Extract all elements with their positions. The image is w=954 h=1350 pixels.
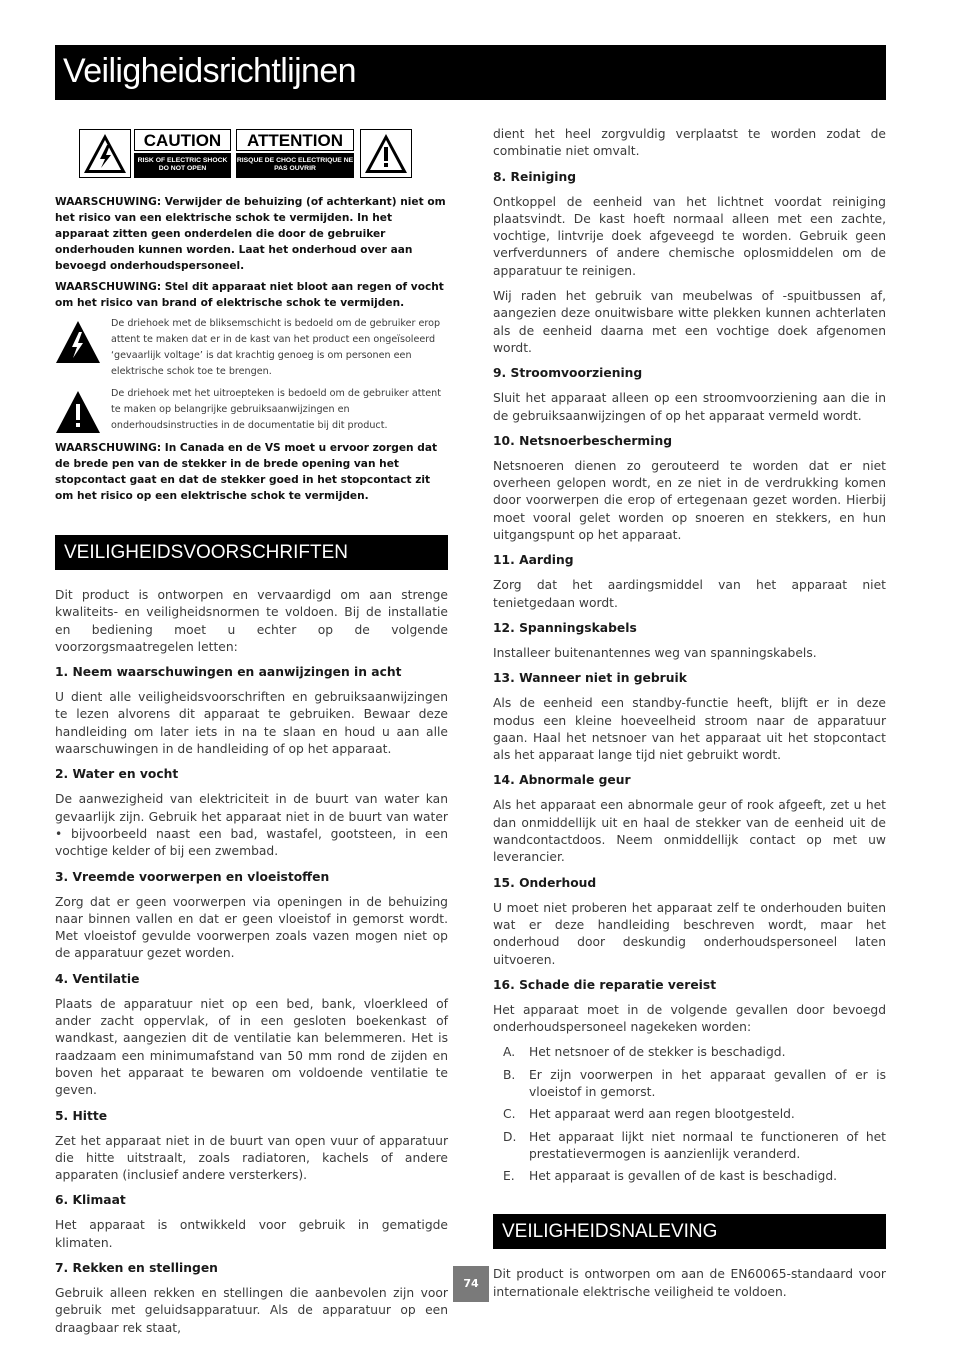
list-item [493,1129,886,1164]
list-letter: C. [503,1107,516,1122]
list-letter: B. [503,1067,516,1082]
item-1-text: U dient alle veiligheidsvoorschriften en gebruiksaanwijzingen te lezen alvorens dit apparaat te gebruiken. Bewaar deze handleiding om later iets in na te slaan en houd u aan alle waarschuwingen in de handleiding of op het apparaat. [55,690,448,757]
item-12-title: 12. Spanningskabels [493,620,637,635]
item-16-text: Het apparaat moet in de volgende gevallen door bevoegd onderhoudspersoneel nagekeken worden: [493,1002,886,1035]
item-9-title: 9. Stroomvoorziening [493,366,643,381]
list-text: Het apparaat werd aan regen blootgesteld. [529,1107,795,1122]
item-16-title: 16. Schade die reparatie vereist [493,977,717,992]
item-7-text: Gebruik alleen rekken en stellingen die aanbevolen zijn voor gebruik met geluidsapparatuur. Als de apparatuur op een draagbaar rek staat, [55,1286,448,1335]
list-item [493,1044,886,1061]
item-15-text: U moet niet proberen het apparaat zelf te onderhouden buiten wat er deze handleiding beschreven wordt, maar het onderhoud door deskundig onderhoudspersoneel laten uitvoeren. [493,900,886,967]
lightning-warning-icon [79,129,131,178]
list-letter: E. [503,1169,515,1184]
item-14-text: Als het apparaat een abnormale geur of rook afgeeft, zet u het dan onmiddellijk uit en haal de stekker van de eenheid uit de wandcontactdoos. Neem onmiddellijk contact op met uw leverancier. [493,798,886,865]
page-title: Veiligheidsrichtlijnen [63,52,356,90]
list-text: Het apparaat lijkt niet normaal te functioneren of het prestatievermogen is aanzienlijk veranderd. [529,1129,886,1161]
title-bar [55,45,886,100]
item-14-title: 14. Abnormale geur [493,773,631,788]
warning-plug: WAARSCHUWING: In Canada en de VS moet u ervoor zorgen dat de brede pen van de stekker in de brede opening van het stopcontact gaat en dat de stekker goed in het stopcontact zit om het risico op een elektrische schok te vermijden. [55,442,438,502]
lightning-warning-icon [55,320,101,364]
caution-title: CAUTION [134,129,231,151]
item-4-text: Plaats de apparatuur niet op een bed, bank, vloerkleed of ander zacht oppervlak, of in een gesloten boekenkast of wandkast, aangezien dit de ventilatie kan belemmeren. Het is raadzaam een minimumafstand van 50 mm rond de zijden en boven het apparaat te bewaren om voldoende ventilatie te geven. [55,996,448,1098]
right-column [493,126,886,1309]
list-item [493,1067,886,1102]
list-item [493,1106,886,1123]
item-7-title: 7. Rekken en stellingen [55,1261,218,1276]
list-text: Er zijn voorwerpen in het apparaat gevallen of er is vloeistof in gemorst. [529,1067,886,1099]
item-8-text-1: Ontkoppel de eenheid van het lichtnet voordat reiniging plaatsvindt. De kast hoeft normaal alleen met een zachte, vochtige, lintvrije doek afgeveegd te worden. Gebruik geen verfverdunners of andere chemische oplosmiddelen om de apparatuur te reinigen. [493,194,886,278]
item-10-text: Netsnoeren dienen zo gerouteerd te worden dat er niet overheen gelopen wordt, en ze niet in de verdrukking komen door voorwerpen die erop of ertegenaan gezet worden. Hierbij moet vooral gelet worden op snoeren en stekkers, en hun uitgangspunt op het apparaat. [493,458,886,543]
item-3-text: Zorg dat er geen voorwerpen via openingen in de behuizing naar binnen vallen en dat er geen vloeistof in gemorst wordt. Met vloeistof gevulde voorwerpen zoals vazen mogen niet op de apparatuur gezet worden. [55,894,448,961]
attention-subtitle: RISQUE DE CHOC ELECTRIQUE NE PAS OUVRIR [236,153,354,178]
item-8-title: 8. Reiniging [493,169,577,184]
lightning-note-row [55,316,448,380]
list-text: Het apparaat is gevallen of de kast is beschadigd. [529,1169,838,1184]
list-letter: A. [503,1045,516,1060]
item-13-title: 13. Wanneer niet in gebruik [493,671,687,686]
item-10-title: 10. Netsnoerbescherming [493,433,672,448]
warning-cover: WAARSCHUWING: Verwijder de behuizing (of achterkant) niet om het risico van een elektrische schok te vermijden. In het apparaat zitten geen onderdelen die door de gebruiker onderhouden kunnen worden. Laat het onderhoud over aan bevoegd onderhoudspersoneel. [55,196,446,272]
item-1-title: 1. Neem waarschuwingen en aanwijzingen in acht [55,665,402,680]
item-11-title: 11. Aarding [493,553,574,568]
page-number: 74 [453,1266,489,1302]
caution-subtitle: RISK OF ELECTRIC SHOCK DO NOT OPEN [134,153,231,178]
section-heading-naleving: VEILIGHEIDSNALEVING [493,1214,886,1249]
exclamation-warning-icon [360,129,412,178]
intro-text: Dit product is ontworpen en vervaardigd om aan strenge kwaliteits- en veiligheidsnormen te voldoen. Bij de installatie en bediening moet u echter op de volgende voorzorgsmaatregelen letten: [55,588,448,654]
exclamation-note-row [55,386,448,434]
list-letter: D. [503,1129,517,1144]
item-2-title: 2. Water en vocht [55,767,179,782]
item-2-text: De aanwezigheid van elektriciteit in de buurt van water kan gevaarlijk zijn. Gebruik het apparaat niet in de buurt van water • bijvoorbeeld naast een bad, wastafel, gootsteen, in een vochtige kelder of bij een zwembad. [55,792,448,859]
item-13-text: Als de eenheid een standby-functie heeft, blijft er in deze modus een kleine hoeveelheid stroom naar de apparatuur gaan. Haal het netsnoer van het apparaat uit het stopcontact als het apparaat lange tijd niet gebruikt wordt. [493,696,886,763]
item-8-text-2: Wij raden het gebruik van meubelwas of -spuitbussen af, aangezien deze onuitwisbare witte plekken kunnen achterlaten als de eenheid daarna met een vochtige doek afgenomen wordt. [493,289,886,355]
item-5-text: Zet het apparaat niet in de buurt van open vuur of apparatuur die hitte uitstraalt, zoals radiatoren, kachels of andere apparaten (inclusief andere versterkers). [55,1133,448,1183]
item-9-text: Sluit het apparaat alleen op een stroomvoorziening aan die in de gebruiksaanwijzingen of op het apparaat vermeld wordt. [493,391,886,423]
item-7-continued: dient het heel zorgvuldig verplaatst te worden zodat de combinatie niet omvalt. [493,127,886,159]
item-5-title: 5. Hitte [55,1108,108,1123]
section-heading-voorschriften: VEILIGHEIDSVOORSCHRIFTEN [55,535,448,570]
item-15-title: 15. Onderhoud [493,875,597,890]
left-column [55,126,448,1345]
item-6-text: Het apparaat is ontwikkeld voor gebruik in gematigde klimaten. [55,1218,448,1250]
exclamation-warning-icon [55,390,101,434]
list-item [493,1168,886,1185]
item-11-text: Zorg dat het aardingsmiddel van het apparaat niet tenietgedaan wordt. [493,578,886,610]
exclamation-note: De driehoek met het uitroepteken is bedoeld om de gebruiker attent te maken op belangrijke gebruiksaanwijzingen en onderhoudsinstructies in de documentatie bij dit product. [111,388,441,431]
naleving-text: Dit product is ontworpen om aan de EN60065-standaard voor internationale elektrische veiligheid te voldoen. [493,1267,886,1299]
item-3-title: 3. Vreemde voorwerpen en vloeistoffen [55,869,330,884]
lightning-note: De driehoek met de bliksemschicht is bedoeld om de gebruiker erop attent te maken dat er in de kast van het product een ongeïsoleerd ‘gevaarlijk voltage’ is dat krachtig genoeg is om personen een elektrische schok toe te brengen. [111,318,441,377]
warning-moisture: WAARSCHUWING: Stel dit apparaat niet bloot aan regen of vocht om het risico van brand of elektrische schok te vermijden. [55,281,444,309]
item-12-text: Installeer buitenantennes weg van spanningskabels. [493,645,817,660]
item-6-title: 6. Klimaat [55,1193,126,1208]
caution-label [79,126,448,184]
caution-box [134,129,231,178]
attention-title: ATTENTION [236,129,354,151]
list-text: Het netsnoer of de stekker is beschadigd. [529,1045,786,1060]
attention-box [236,129,354,178]
item-4-title: 4. Ventilatie [55,971,140,986]
